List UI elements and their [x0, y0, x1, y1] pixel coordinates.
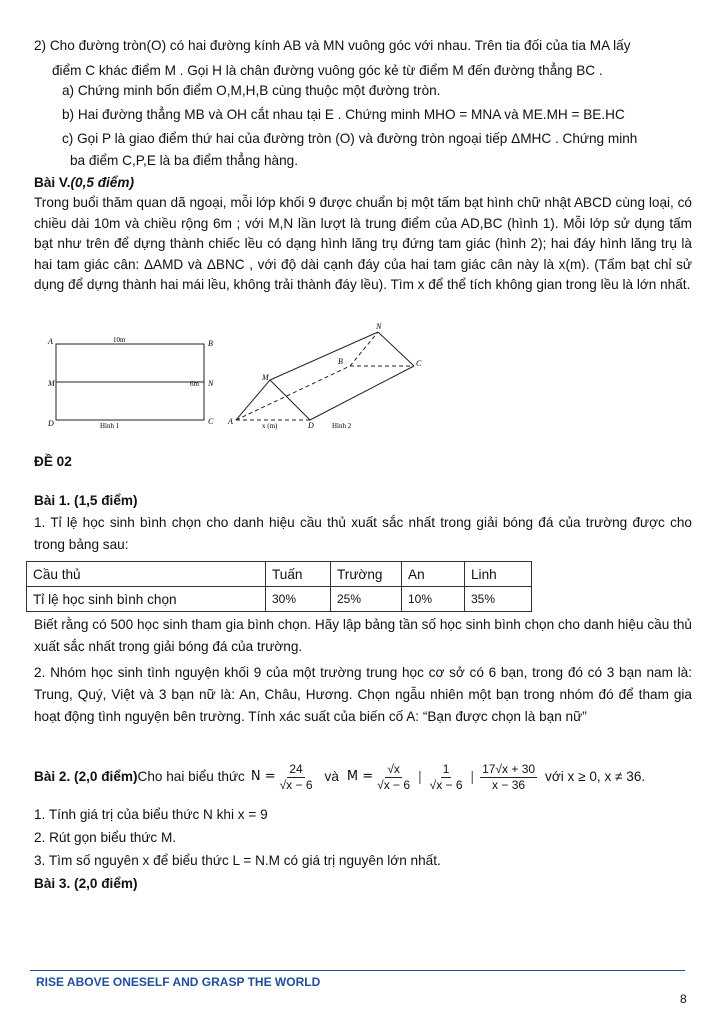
fig2-label-a: A [228, 417, 233, 426]
fig2-label-b: B [338, 357, 343, 366]
expr-m-term1-numerator: √x [387, 761, 400, 776]
expr-n-numerator: 24 [289, 761, 303, 776]
footer-divider [30, 970, 685, 971]
fig1-width-label: 6m [190, 380, 199, 388]
fig2-caption: Hình 2 [332, 422, 352, 430]
fig1-label-m: M [48, 379, 55, 388]
bai2-q2: 2. Rút gọn biểu thức M. [34, 830, 177, 845]
problem2-part-c-line2: ba điểm C,P,E là ba điểm thẳng hàng. [70, 153, 298, 168]
fig2-label-d: D [308, 421, 314, 430]
table-header-cell: Linh [465, 562, 532, 587]
bai2-q1: 1. Tính giá trị của biểu thức N khi x = 9 [34, 807, 268, 822]
fig2-label-m: M [262, 373, 269, 382]
edge-nc [378, 332, 414, 366]
table-header-cell: Cầu thủ [27, 562, 266, 587]
edge-ab [236, 366, 350, 420]
fig1-label-d: D [48, 419, 54, 428]
fig1-label-c: C [208, 417, 214, 426]
expr-m-term2 [428, 762, 465, 793]
expr-m-term3-denominator: x − 36 [492, 777, 526, 792]
expr-n-fraction [278, 762, 315, 793]
table-cell: Tỉ lệ học sinh bình chọn [27, 587, 266, 612]
expr-m-term1 [375, 762, 412, 793]
table-cell: 25% [331, 587, 402, 612]
figure-1-rectangle [30, 330, 220, 430]
vote-table [26, 561, 532, 612]
bai1-after-table: Biết rằng có 500 học sinh tham gia bình chọn. Hãy lập bảng tần số học sinh bình chọn cho danh hiệu cầu thủ xuất sắc nhất trong giải bóng đá của trường. [34, 617, 692, 654]
problem2-line1: 2) Cho đường tròn(O) có hai đường kính AB và MN vuông góc với nhau. Trên tia đối của tia MA lấy [34, 38, 631, 53]
figure-2-prism [222, 320, 432, 432]
table-row [27, 562, 532, 587]
bai5-heading [34, 172, 134, 193]
expr-m-term1-denominator: √x − 6 [377, 777, 411, 792]
table-header-cell: An [402, 562, 465, 587]
problem2-part-a: a) Chứng minh bốn điểm O,M,H,B cùng thuộc một đường tròn. [62, 83, 441, 98]
bai1-title: Bài 1. (1,5 điểm) [34, 493, 138, 508]
operator-sign: | [418, 769, 422, 784]
expr-m-term3 [480, 762, 537, 793]
expr-m-term2-numerator: 1 [442, 761, 450, 776]
bai5-text: Trong buổi thăm quan dã ngoại, mỗi lớp khối 9 được chuẩn bị một tấm bạt hình chữ nhật ABCD cùng loại, có chiều dài 10m và chiều rộng 6m ; với M,N lần lượt là trung điểm của AD,BC (hình 1). Mỗi lớp sử dụng tấm bạt như trên để dựng thành chiếc lều có dạng hình lăng trụ đứng tam giác (hình 2); hai đáy hình lăng trụ là hai tam giác cân: ΔAMD và ΔBNC , với độ dài cạnh đáy của hai tam giác cân này là x(m). (Tấm bạt chỉ sử dụng để dựng thành hai mái lều, không trải thành đáy lều). Tìm x để thể tích không gian trong lều là lớn nhất. [34, 195, 692, 292]
expr-m-term2-denominator: √x − 6 [429, 777, 463, 792]
expr-n-label: N = [250, 769, 276, 784]
fig1-caption: Hình 1 [100, 422, 120, 430]
edge-bn [350, 332, 378, 366]
bai1-q2: 2. Nhóm học sinh tình nguyện khối 9 của một trường trung học cơ sở có 6 bạn, trong đó có 3 bạn nam là: Trung, Quý, Việt và 3 bạn nữ là: An, Châu, Hương. Chọn ngẫu nhiên một bạn trong nhóm đó để tham gia hoạt động tình nguyện bên trường. Tính xác suất của biến cố A: “Bạn được chọn là bạn nữ” [34, 665, 692, 724]
operator-sign: | [470, 769, 475, 784]
fig1-label-n: N [208, 379, 214, 388]
bai5-score: (0,5 điểm) [70, 175, 134, 190]
condition-text: với x ≥ 0, x ≠ 36. [545, 769, 646, 784]
conjunction-and: và [324, 769, 339, 784]
fig2-label-n: N [376, 322, 382, 331]
bai3-title: Bài 3. (2,0 điểm) [34, 876, 138, 891]
problem2-part-b: b) Hai đường thẳng MB và OH cắt nhau tại E . Chứng minh MHO = MNA và ME.MH = BE.HC [62, 107, 625, 122]
fig2-x-label: x (m) [262, 422, 278, 430]
expr-n-denominator: √x − 6 [279, 777, 313, 792]
fig1-length-label: 10m [113, 336, 126, 344]
problem2-line2: điểm C khác điểm M . Gọi H là chân đường vuông góc kẻ từ điểm M đến đường thẳng BC . [52, 63, 603, 78]
bai1-q1: 1. Tỉ lệ học sinh bình chọn cho danh hiệu cầu thủ xuất sắc nhất trong giải bóng đá của trường được cho trong bảng sau: [34, 515, 692, 552]
table-cell: 30% [266, 587, 331, 612]
bai2-q3: 3. Tìm số nguyên x để biểu thức L = N.M có giá trị nguyên lớn nhất. [34, 853, 441, 868]
table-header-cell: Trường [331, 562, 402, 587]
bai2-statement [34, 757, 645, 797]
table-row [27, 587, 532, 612]
bai2-title: Bài 2. (2,0 điểm) [34, 769, 138, 784]
page-number: 8 [680, 992, 687, 1006]
expr-m-label: M = [346, 769, 374, 784]
expr-m-term3-numerator: 17√x + 30 [482, 761, 536, 776]
table-cell: 10% [402, 587, 465, 612]
table-cell: 35% [465, 587, 532, 612]
problem2-part-c-line1: c) Gọi P là giao điểm thứ hai của đường tròn (O) và đường tròn ngoại tiếp ΔMHC . Chứng minh [62, 131, 638, 146]
bai5-title: Bài V. [34, 175, 71, 190]
fig1-label-a: A [48, 337, 53, 346]
edge-dc [310, 366, 414, 420]
bai2-intro: Cho hai biểu thức [137, 769, 245, 784]
table-header-cell: Tuấn [266, 562, 331, 587]
exam-heading: ĐỀ 02 [34, 454, 72, 469]
triangle-amd [236, 380, 310, 420]
edge-mn [270, 332, 378, 380]
fig1-label-b: B [208, 339, 213, 348]
footer-motto: RISE ABOVE ONESELF AND GRASP THE WORLD [36, 975, 321, 989]
fig2-label-c: C [416, 359, 422, 368]
